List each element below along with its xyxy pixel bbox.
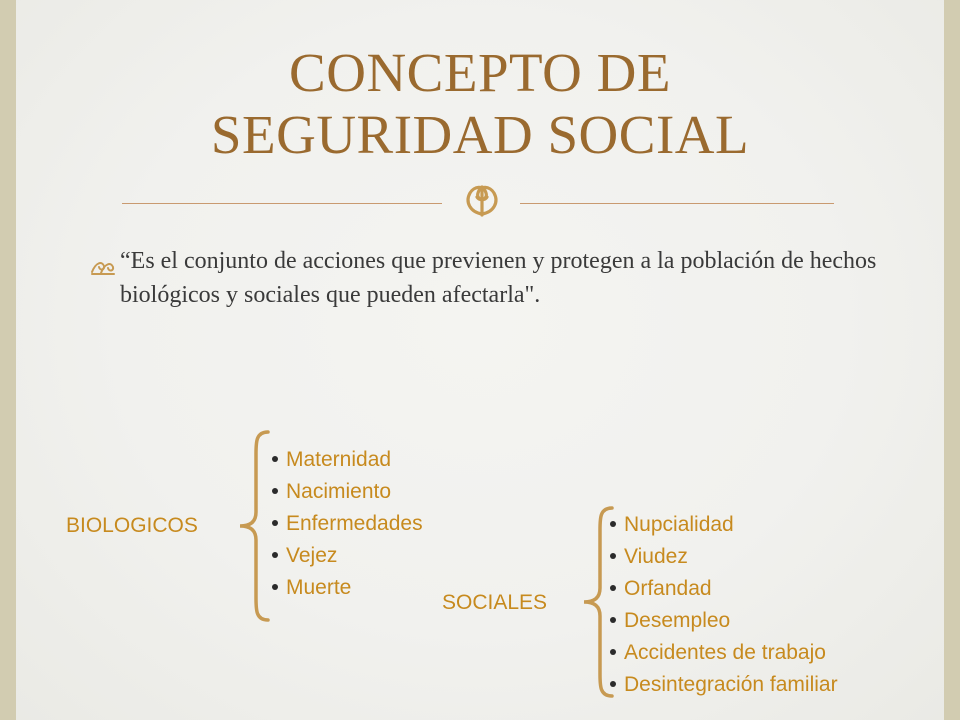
biologicos-label: BIOLOGICOS — [66, 514, 198, 537]
title-line-1: CONCEPTO DE — [289, 42, 671, 103]
slide-title — [0, 42, 960, 166]
bullet-dot — [272, 488, 278, 494]
biologicos-brace-icon — [234, 428, 272, 624]
list-item — [268, 572, 423, 604]
item-label: Enfermedades — [286, 512, 423, 535]
list-item — [606, 605, 838, 637]
item-label: Nupcialidad — [624, 513, 734, 536]
list-item — [268, 444, 423, 476]
bullet-dot — [610, 617, 616, 623]
bullet-dot — [610, 585, 616, 591]
list-item — [606, 541, 838, 573]
title-divider-left — [122, 203, 442, 204]
item-label: Desempleo — [624, 609, 731, 632]
title-divider-right — [520, 203, 834, 204]
bullet-dot — [610, 521, 616, 527]
swirl-bullet-icon — [90, 252, 116, 270]
bullet-dot — [272, 520, 278, 526]
bullet-dot — [272, 456, 278, 462]
sociales-label: SOCIALES — [442, 591, 548, 614]
item-label: Accidentes de trabajo — [624, 641, 826, 664]
bullet-dot — [272, 552, 278, 558]
item-label: Nacimiento — [286, 480, 392, 503]
decorative-swirl-icon — [456, 177, 508, 221]
sociales-list — [606, 509, 838, 701]
item-label: Orfandad — [624, 577, 712, 600]
definition-text: “Es el conjunto de acciones que previenen y protegen a la población de hechos biológicos y sociales que pueden afectarla". — [120, 248, 877, 308]
definition-quote — [90, 244, 890, 312]
biologicos-list — [268, 444, 423, 604]
item-label: Muerte — [286, 576, 352, 599]
item-label: Vejez — [286, 544, 338, 567]
bullet-dot — [610, 553, 616, 559]
list-item — [606, 669, 838, 701]
list-item — [606, 509, 838, 541]
bullet-dot — [272, 584, 278, 590]
list-item — [268, 476, 423, 508]
bullet-dot — [610, 649, 616, 655]
item-label: Desintegración familiar — [624, 673, 838, 696]
item-label: Maternidad — [286, 448, 392, 471]
bullet-dot — [610, 681, 616, 687]
list-item — [606, 573, 838, 605]
list-item — [606, 637, 838, 669]
title-line-2: SEGURIDAD SOCIAL — [210, 104, 750, 165]
list-item — [268, 540, 423, 572]
item-label: Viudez — [624, 545, 688, 568]
list-item — [268, 508, 423, 540]
